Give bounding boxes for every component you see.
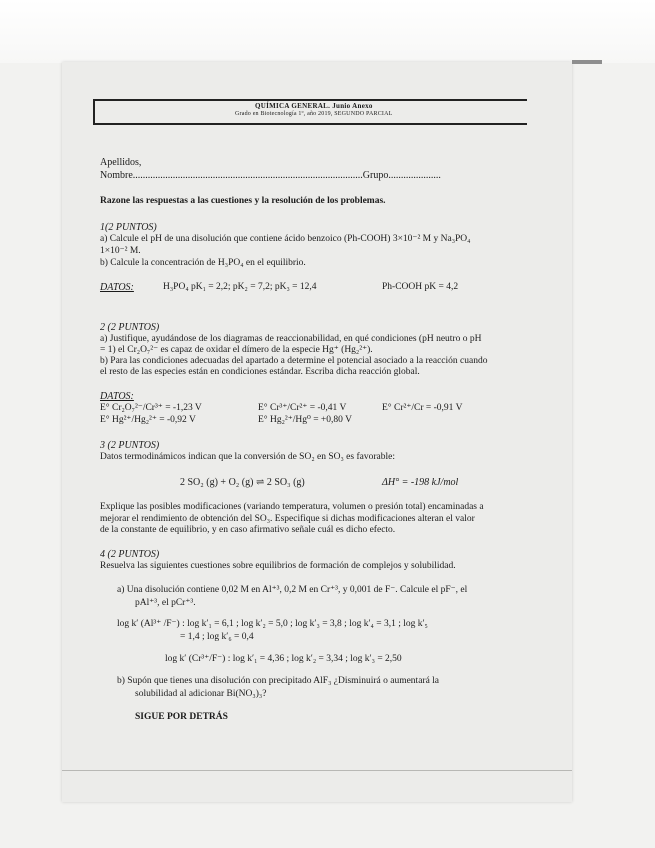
q1-a-line2: 1×10⁻² M. (100, 246, 141, 256)
scan-edge-mark (572, 60, 602, 64)
q2-datos-row2-b: E° Hg₂²⁺/Hg⁰ = +0,80 V (258, 415, 352, 425)
q1-b-line: b) Calcule la concentración de H₃PO₄ en el equilibrio. (100, 258, 306, 268)
q2-title: 2 (2 PUNTOS) (100, 322, 160, 333)
continue-note: SIGUE POR DETRÁS (135, 712, 228, 722)
q4-a-line2: pAl⁺³, el pCr⁺³. (135, 598, 196, 608)
surname-label: Apellidos, (100, 157, 142, 168)
q4-a-line1: a) Una disolución contiene 0,02 M en Al⁺³, 0,2 M en Cr⁺³, y 0,001 de F⁻. Calcule el pF⁻, el (117, 585, 468, 595)
q3-explain-line3: de la constante de equilibrio, y en caso afirmativo señale cuál es dicho efecto. (100, 525, 396, 535)
q2-datos-row1-b: E° Cr³⁺/Cr²⁺ = -0,41 V (258, 403, 347, 413)
q4-title: 4 (2 PUNTOS) (100, 549, 160, 560)
q4-b-line2: solubilidad al adicionar Bi(NO₃)₃? (135, 689, 267, 699)
page-bottom-line (62, 770, 572, 771)
q1-a-line1: a) Calcule el pH de una disolución que contiene ácido benzoico (Ph-COOH) 3×10⁻² M y Na₃PO₄ (100, 234, 471, 244)
scan-background-top (0, 0, 655, 63)
instructions: Razone las respuestas a las cuestiones y la resolución de los problemas. (100, 196, 386, 206)
q1-datos-label: DATOS: (100, 282, 134, 293)
q3-delta-h: ΔH° = -198 kJ/mol (382, 477, 459, 488)
q1-datos-benzoic: Ph-COOH pK = 4,2 (382, 282, 459, 292)
q3-explain-line2: mejorar el rendimiento de obtención del SO₃. Especifique si dichas modificaciones alteran el valor (100, 514, 475, 524)
course-subtitle: Grado en Biotecnología 1º, año 2019, SEGUNDO PARCIAL (235, 111, 393, 117)
q1-datos-h3po4: H₃PO₄ pK₁ = 2,2; pK₂ = 7,2; pK₃ = 12,4 (163, 282, 317, 292)
q2-datos-row2-a: E° Hg²⁺/Hg₂²⁺ = -0,92 V (100, 415, 196, 425)
q3-explain-line1: Explique las posibles modificaciones (variando temperatura, volumen o presión total) encaminadas a (100, 502, 484, 512)
q4-intro: Resuelva las siguientes cuestiones sobre equilibrios de formación de complejos y solubilidad. (100, 561, 456, 571)
q2-datos-label: DATOS: (100, 391, 134, 402)
q3-reaction: 2 SO₂ (g) + O₂ (g) ⇌ 2 SO₃ (g) (180, 477, 305, 488)
q4-logk-cr-line: log k′ (Cr³⁺/F⁻) : log k′₁ = 4,36 ; log k′₂ = 3,34 ; log k′₃ = 2,50 (165, 654, 402, 664)
q4-b-line1: b) Supón que tienes una disolución con precipitado AlF₃ ¿Disminuirá o aumentará la (117, 676, 440, 686)
q2-b-line2: el resto de las especies están en condiciones estándar. Escriba dicha reacción global. (100, 367, 420, 377)
q1-title: 1(2 PUNTOS) (100, 222, 157, 233)
q3-intro: Datos termodinámicos indican que la conversión de SO₂ en SO₃ es favorable: (100, 452, 395, 462)
q4-logk-al-line1: log k′ (Al³⁺ /F⁻) : log k′₁ = 6,1 ; log k′₂ = 5,0 ; log k′₃ = 3,8 ; log k′₄ = 3,1 ; log k′₅ (117, 619, 428, 629)
q2-a-line1: a) Justifique, ayudándose de los diagramas de reaccionabilidad, en qué condiciones (pH neutro o pH (100, 334, 482, 344)
q2-datos-row1-a: E° Cr₂O₇²⁻/Cr³⁺ = -1,23 V (100, 403, 202, 413)
q3-title: 3 (2 PUNTOS) (100, 440, 160, 451)
course-title: QUÍMICA GENERAL. Junio Anexo (255, 102, 373, 110)
exam-header (93, 99, 527, 125)
q2-datos-row1-c: E° Cr²⁺/Cr = -0,91 V (382, 403, 463, 413)
name-group-line: Nombre............................................................................................Grupo..................... (100, 170, 441, 181)
q2-a-line2: = 1) el Cr₂O₇²⁻ es capaz de oxidar el dímero de la especie Hg⁺ (Hg₂²⁺). (100, 345, 373, 355)
q4-logk-al-line2: = 1,4 ; log k′₆ = 0,4 (180, 632, 254, 642)
q2-b-line1: b) Para las condiciones adecuadas del apartado a determine el potencial asociado a la reacción cuando (100, 356, 488, 366)
